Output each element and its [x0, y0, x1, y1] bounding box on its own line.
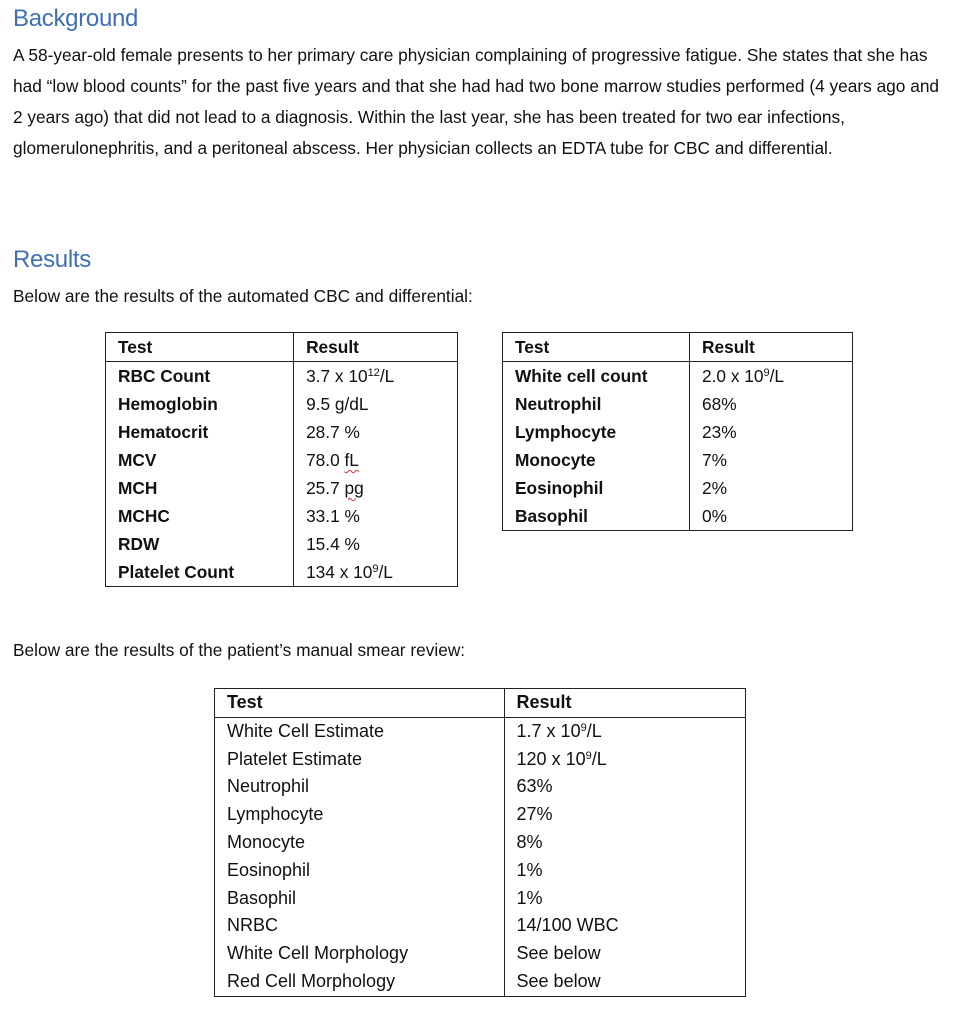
header-result: Result [504, 689, 745, 718]
test-result: 3.7 x $10^{12}/L$ [294, 362, 458, 391]
test-name: Platelet Count [106, 558, 294, 587]
test-result: 1% [504, 885, 745, 913]
test-result: 1.7 x $10^9/L$ [504, 717, 745, 745]
test-name: White Cell Estimate [215, 717, 505, 745]
table-row [215, 746, 746, 774]
table-header-row [106, 333, 458, 362]
test-result: 23% [690, 418, 853, 446]
table-row [215, 885, 746, 913]
test-result: 78.0 fL [294, 446, 458, 474]
table-header-row [503, 333, 853, 362]
test-result: 33.1 % [294, 502, 458, 530]
table-row [215, 912, 746, 940]
test-name: Eosinophil [215, 857, 505, 885]
table-row [106, 530, 458, 558]
test-result: 25.7 pg [294, 474, 458, 502]
background-paragraph: A 58-year-old female presents to her primary care physician complaining of progressive fatigue. She states that she has had “low blood counts” for the past five years and that she had had two bone marrow studies performed (4 years ago and 2 years ago) that did not lead to a diagnosis. Within the last year, she has been treated for two ear infections, glomerulonephritis, and a peritoneal abscess. Her physician collects an EDTA tube for CBC and differential. [13, 45, 940, 158]
spellcheck-underline: fL [344, 450, 359, 470]
header-test: Test [106, 333, 294, 362]
table-row [106, 390, 458, 418]
smear-intro-text: Below are the results of the patient’s manual smear review: [13, 640, 466, 660]
test-name: Red Cell Morphology [215, 968, 505, 996]
test-name: Neutrophil [503, 390, 690, 418]
test-name: Platelet Estimate [215, 746, 505, 774]
test-name: MCHC [106, 502, 294, 530]
results-heading: Results [13, 246, 91, 273]
test-name: Monocyte [503, 446, 690, 474]
test-name: RDW [106, 530, 294, 558]
cbc-results-table [105, 332, 458, 587]
background-heading: Background [13, 5, 139, 32]
header-test: Test [215, 689, 505, 718]
test-result: 14/100 WBC [504, 912, 745, 940]
header-test: Test [503, 333, 690, 362]
test-name: White cell count [503, 362, 690, 391]
test-result: 134 x $10^9/L$ [294, 558, 458, 587]
spellcheck-underline: pg [344, 478, 364, 498]
test-result: 15.4 % [294, 530, 458, 558]
test-result: 8% [504, 829, 745, 857]
table-row [106, 362, 458, 391]
test-name: Lymphocyte [215, 801, 505, 829]
table-row [503, 418, 853, 446]
test-result: 2% [690, 474, 853, 502]
test-name: Lymphocyte [503, 418, 690, 446]
test-name: Hemoglobin [106, 390, 294, 418]
results-intro-text: Below are the results of the automated CBC and differential: [13, 286, 473, 306]
table-row [106, 418, 458, 446]
test-result: 27% [504, 801, 745, 829]
test-name: Hematocrit [106, 418, 294, 446]
test-result: 28.7 % [294, 418, 458, 446]
test-result: 1% [504, 857, 745, 885]
table-row [215, 940, 746, 968]
test-result: 0% [690, 502, 853, 531]
test-name: Basophil [503, 502, 690, 531]
table-row [106, 502, 458, 530]
header-result: Result [690, 333, 853, 362]
test-name: White Cell Morphology [215, 940, 505, 968]
test-result: 68% [690, 390, 853, 418]
table-row [215, 773, 746, 801]
test-name: RBC Count [106, 362, 294, 391]
test-name: Neutrophil [215, 773, 505, 801]
smear-review-table [214, 688, 746, 997]
test-name: Basophil [215, 885, 505, 913]
test-result: See below [504, 940, 745, 968]
table-row [215, 801, 746, 829]
table-row [215, 857, 746, 885]
test-name: Monocyte [215, 829, 505, 857]
differential-results-table [502, 332, 853, 531]
test-result: 7% [690, 446, 853, 474]
test-result: See below [504, 968, 745, 996]
table-row [503, 474, 853, 502]
test-result: 120 x $10^9/L$ [504, 746, 745, 774]
table-row [215, 717, 746, 745]
test-name: MCV [106, 446, 294, 474]
table-row [503, 362, 853, 391]
table-row [215, 829, 746, 857]
table-row [503, 446, 853, 474]
table-row [503, 502, 853, 531]
header-result: Result [294, 333, 458, 362]
test-result: 2.0 x $10^9/L$ [690, 362, 853, 391]
table-row [106, 558, 458, 587]
test-name: MCH [106, 474, 294, 502]
table-row [503, 390, 853, 418]
table-row [106, 446, 458, 474]
test-name: Eosinophil [503, 474, 690, 502]
table-header-row [215, 689, 746, 718]
test-name: NRBC [215, 912, 505, 940]
test-result: 63% [504, 773, 745, 801]
table-row [215, 968, 746, 996]
test-result: 9.5 g/dL [294, 390, 458, 418]
table-row [106, 474, 458, 502]
